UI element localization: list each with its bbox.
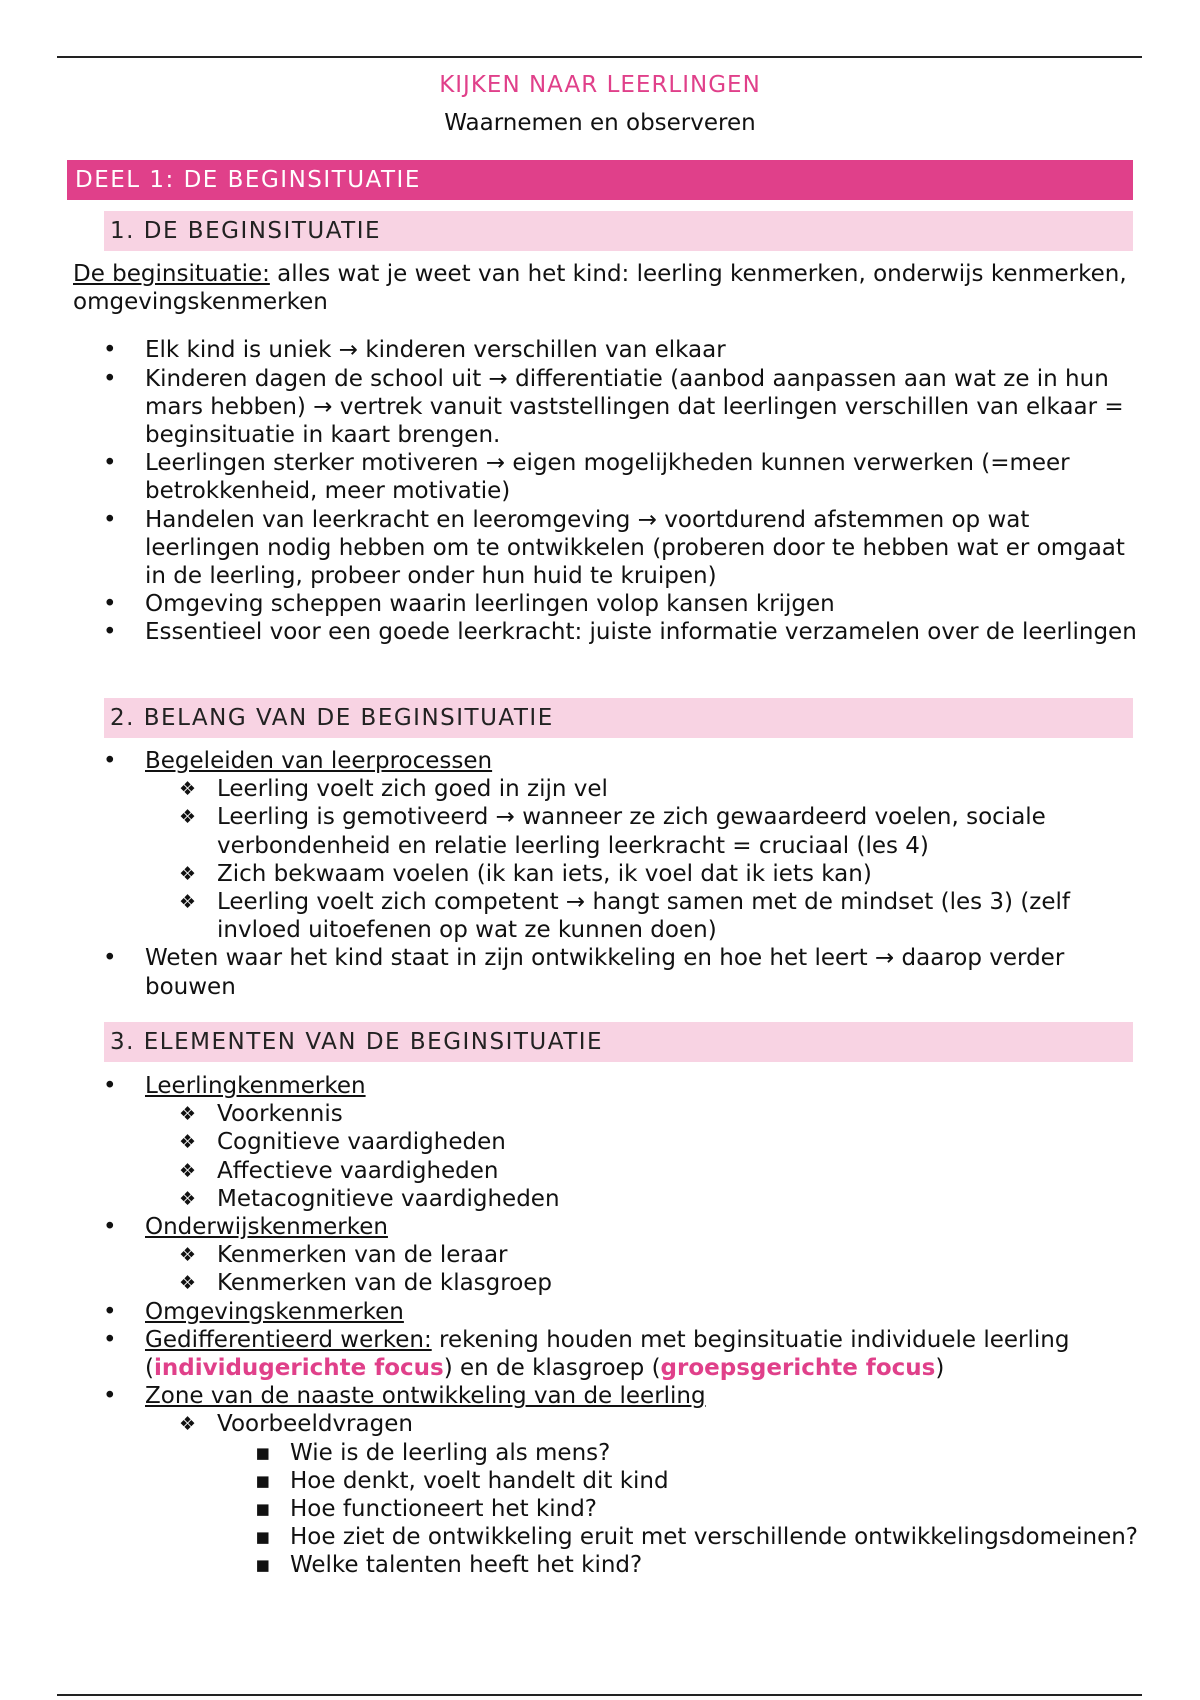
list-item: • Kinderen dagen de school uit → differentiatie (aanbod aanpassen aan wat ze in hun mars hebben) → vertrek vanuit vaststellingen dat leerlingen verschillen van elkaar = beginsituatie in kaart brengen. — [73, 365, 1143, 450]
top-rule — [57, 56, 1142, 58]
list-item — [73, 1298, 1143, 1326]
sub-list-item: ❖ Zich bekwaam voelen (ik kan iets, ik voel dat ik iets kan) — [145, 860, 1143, 888]
sub-list — [73, 1241, 1143, 1297]
question-item: ▪ Hoe functioneert het kind? — [217, 1495, 1143, 1523]
sub-list-item — [145, 1410, 1143, 1579]
section-3-body — [73, 1072, 1143, 1580]
section-heading-1: 1. DE BEGINSITUATIE — [104, 211, 1133, 251]
list-item — [73, 1382, 1143, 1579]
list-item — [73, 747, 1143, 944]
list-item: • Leerlingen sterker motiveren → eigen mogelijkheden kunnen verwerken (=meer betrokkenheid, meer motivatie) — [73, 449, 1143, 505]
list-item: • Essentieel voor een goede leerkracht: juiste informatie verzamelen over de leerlingen — [73, 618, 1143, 646]
intro-paragraph — [73, 260, 1143, 316]
document-subtitle: Waarnemen en observeren — [444, 110, 756, 136]
sub-list-item: ❖ Cognitieve vaardigheden — [145, 1128, 1143, 1156]
question-item: ▪ Welke talenten heeft het kind? — [217, 1551, 1143, 1579]
sub-list-label: Voorbeeldvragen — [217, 1411, 413, 1438]
text-fragment: rekening houden met beginsituatie individuele leerling ( — [145, 1326, 1070, 1382]
sub-list-item: ❖ Leerling voelt zich goed in zijn vel — [145, 775, 1143, 803]
section-1-list — [73, 336, 1143, 646]
intro-text: alles wat je weet van het kind: leerling kenmerken, onderwijs kenmerken, omgevingskenmerken — [73, 261, 1127, 316]
list-item: • Weten waar het kind staat in zijn ontwikkeling en hoe het leert → daarop verder bouwen — [73, 944, 1143, 1000]
sub-list-item: ❖ Affectieve vaardigheden — [145, 1157, 1143, 1185]
section-heading-3: 3. ELEMENTEN VAN DE BEGINSITUATIE — [104, 1022, 1133, 1062]
part-header: DEEL 1: DE BEGINSITUATIE — [67, 160, 1133, 200]
bottom-rule — [57, 1694, 1142, 1696]
highlight-term: groepsgerichte focus — [660, 1355, 936, 1382]
intro-term: De beginsituatie: — [73, 261, 270, 287]
bullet-label: Begeleiden van leerprocessen — [145, 748, 493, 774]
question-item: ▪ Hoe denkt, voelt handelt dit kind — [217, 1467, 1143, 1495]
list-item — [73, 1072, 1143, 1213]
bullet-label: Onderwijskenmerken — [145, 1214, 388, 1241]
text-fragment: ) — [935, 1355, 945, 1382]
list-item — [73, 1213, 1143, 1298]
sub-list-item: ❖ Kenmerken van de klasgroep — [145, 1269, 1143, 1297]
document-title: KIJKEN NAAR LEERLINGEN — [439, 72, 761, 98]
text-fragment: ) en de klasgroep ( — [443, 1355, 661, 1382]
sub-list-item: ❖ Leerling voelt zich competent → hangt samen met de mindset (les 3) (zelf invloed uitoefenen op wat ze kunnen doen) — [145, 888, 1143, 944]
list-item: • Handelen van leerkracht en leeromgeving → voortdurend afstemmen op wat leerlingen nodig hebben om te ontwikkelen (proberen door te hebben wat er omgaat in de leerling, probeer onder hun huid te kruipen) — [73, 506, 1143, 591]
section-2-list — [73, 747, 1143, 1001]
question-list — [217, 1439, 1143, 1580]
sub-list-item: ❖ Voorkennis — [145, 1100, 1143, 1128]
highlight-term: individugerichte focus — [153, 1355, 444, 1382]
question-item: ▪ Wie is de leerling als mens? — [217, 1439, 1143, 1467]
list-item: • Omgeving scheppen waarin leerlingen volop kansen krijgen — [73, 590, 1143, 618]
question-item: ▪ Hoe ziet de ontwikkeling eruit met verschillende ontwikkelingsdomeinen? — [217, 1523, 1143, 1551]
bullet-label: Omgevingskenmerken — [145, 1298, 404, 1325]
sub-list — [73, 1410, 1143, 1579]
sub-list-item: ❖ Kenmerken van de leraar — [145, 1241, 1143, 1269]
list-item — [73, 1326, 1143, 1382]
sub-list-item: ❖ Metacognitieve vaardigheden — [145, 1185, 1143, 1213]
section-2-body — [73, 747, 1143, 1001]
section-3-list — [73, 1072, 1143, 1580]
bullet-label: Gedifferentieerd werken: — [145, 1326, 432, 1353]
section-heading-2: 2. BELANG VAN DE BEGINSITUATIE — [104, 698, 1133, 738]
section-1-body — [73, 260, 1143, 647]
bullet-label: Zone van de naaste ontwikkeling van de leerling — [145, 1383, 706, 1410]
sub-list — [73, 775, 1143, 944]
list-item: • Elk kind is uniek → kinderen verschillen van elkaar — [73, 336, 1143, 364]
sub-list-item: ❖ Leerling is gemotiveerd → wanneer ze zich gewaardeerd voelen, sociale verbondenheid en relatie leerling leerkracht = cruciaal (les 4) — [145, 803, 1143, 859]
sub-list — [73, 1100, 1143, 1213]
bullet-label: Leerlingkenmerken — [145, 1073, 366, 1099]
